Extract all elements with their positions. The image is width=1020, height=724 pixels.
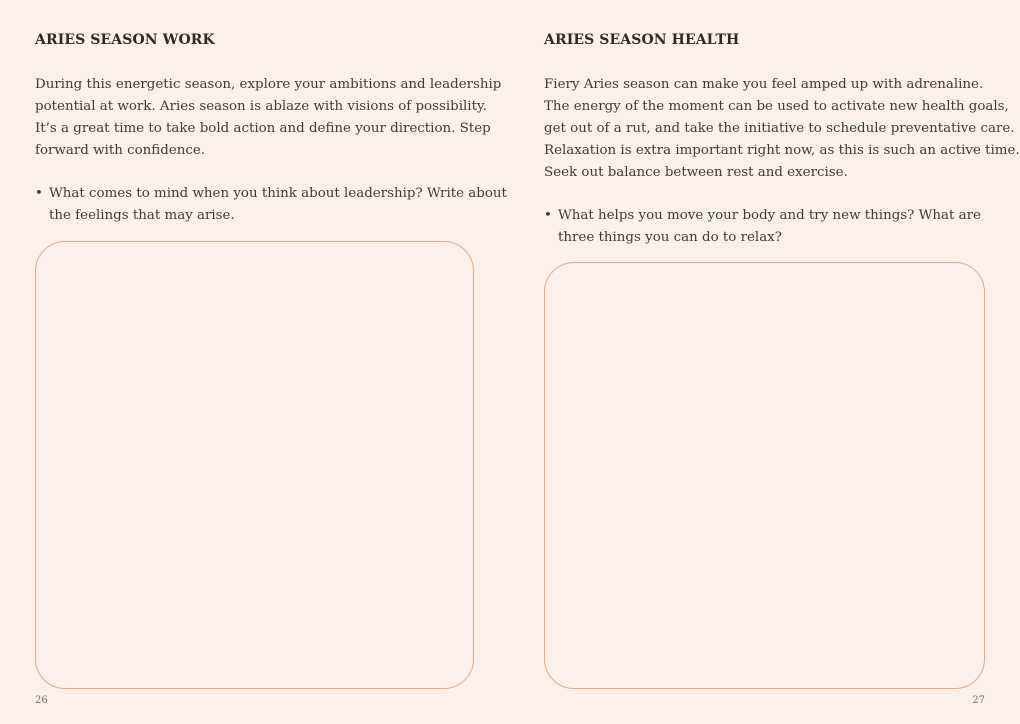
prompt-line: the feelings that may arise. — [49, 208, 235, 223]
intro-line: forward with confidence. — [35, 143, 206, 158]
intro-line: Seek out balance between rest and exercise. — [544, 165, 848, 180]
intro-line: potential at work. Aries season is ablaze with visions of possibility. — [35, 99, 487, 114]
prompt-line: What helps you move your body and try new things? What are — [558, 208, 981, 223]
intro-paragraph-health — [544, 74, 1020, 184]
intro-line: get out of a rut, and take the initiative to schedule preventative care. — [544, 121, 1015, 136]
page-number-right: 27 — [972, 695, 985, 706]
page-number-left: 26 — [35, 695, 48, 706]
writing-box-work[interactable] — [35, 241, 474, 689]
intro-paragraph-work — [35, 74, 502, 162]
prompt-line: three things you can do to relax? — [558, 230, 782, 245]
bullet-icon: • — [544, 208, 552, 223]
bullet-icon: • — [35, 186, 43, 201]
left-page — [35, 0, 507, 724]
journal-prompt-health — [544, 205, 989, 249]
intro-line: Relaxation is extra important right now, as this is such an active time. — [544, 143, 1020, 158]
prompt-line: What comes to mind when you think about leadership? Write about — [49, 186, 507, 201]
right-page — [544, 0, 1020, 724]
section-heading-work: ARIES SEASON WORK — [35, 32, 215, 48]
writing-box-health[interactable] — [544, 262, 985, 689]
intro-line: Fiery Aries season can make you feel amped up with adrenaline. — [544, 77, 984, 92]
intro-line: The energy of the moment can be used to activate new health goals, — [544, 99, 1009, 114]
section-heading-health: ARIES SEASON HEALTH — [544, 32, 740, 48]
intro-line: It’s a great time to take bold action and define your direction. Step — [35, 121, 491, 136]
journal-prompt-work — [35, 183, 507, 227]
intro-line: During this energetic season, explore your ambitions and leadership — [35, 77, 502, 92]
